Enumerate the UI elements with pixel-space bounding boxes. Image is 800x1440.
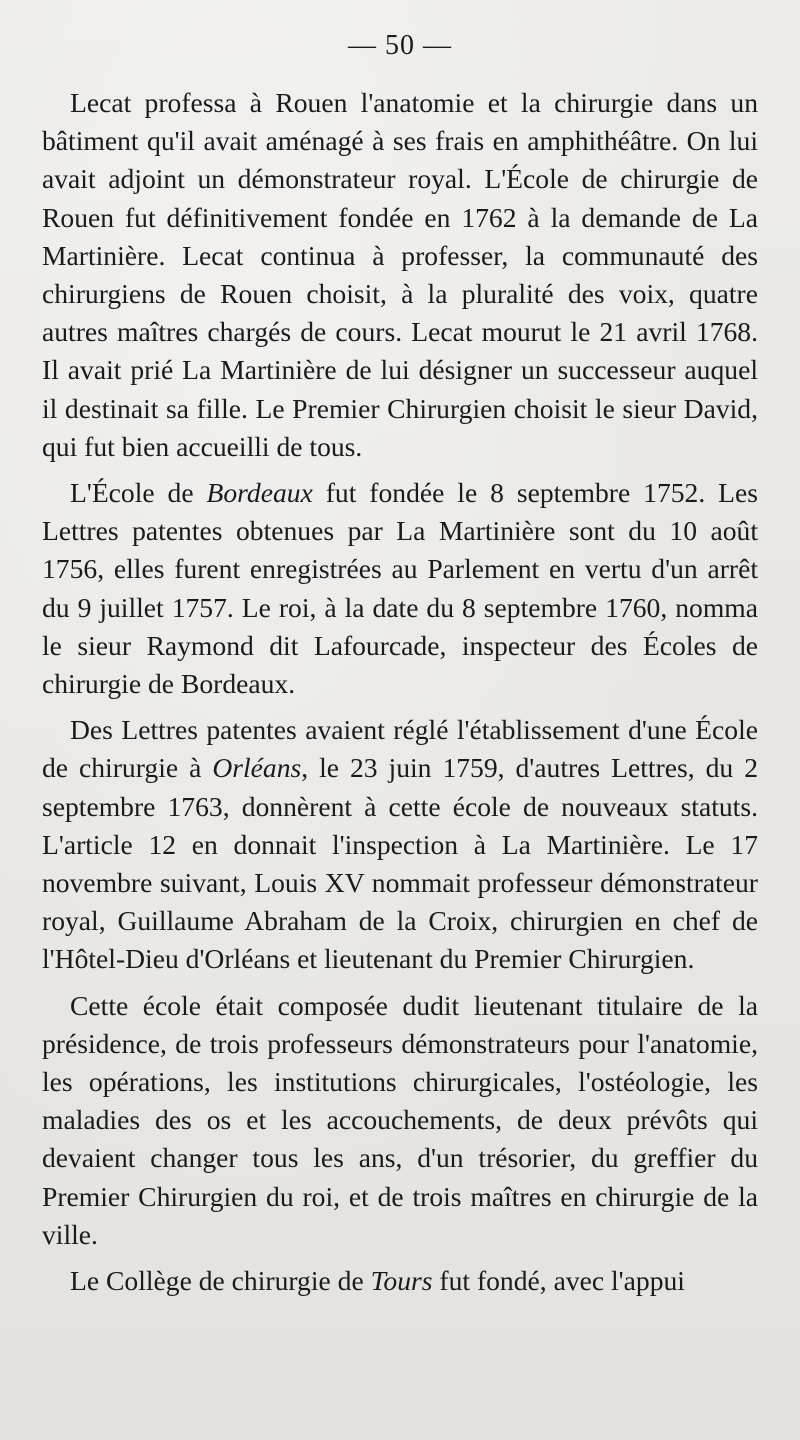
paragraph-bordeaux [42,474,758,703]
place-name-tours: Tours [370,1265,433,1297]
body-text [42,84,758,1300]
paragraph-text: fut fondée le 8 septembre 1752. Les Lettres patentes obtenues par La Martinière sont du 10 août 1756, elles furent enregistrées au Parlement en vertu d'un arrêt du 9 juillet 1757. Le roi, à la date du 8 septembre 1760, nomma le sieur Raymond dit Lafourcade, inspecteur des Écoles de chirurgie de Bordeaux. [42,477,759,700]
paragraph-text: L'École de [70,477,207,509]
paragraph-text: Cette école était composée dudit lieutenant titulaire de la présidence, de trois professeurs démonstrateurs pour l'anatomie, les opérations, les institutions chirurgicales, l'ostéologie, les maladies des os et les accouchements, de deux prévôts qui devaient changer tous les ans, d'un trésorier, du greffier du Premier Chirurgien du roi, et de trois maîtres en chirurgie de la ville. [42,989,758,1250]
paragraph-text: Le Collège de chirurgie de [70,1265,371,1297]
paragraph-rouen [42,84,758,466]
place-name-orleans: Orléans [212,752,302,784]
paragraph-text: Des Lettres patentes avaient réglé l'établissement d'une École de chirurgie à [42,714,758,784]
place-name-bordeaux: Bordeaux [206,477,313,509]
page-number: — 50 — [348,30,452,61]
paragraph-text: fut fondé, avec l'appui [432,1265,685,1297]
paragraph-tours [42,1262,758,1300]
paragraph-text: , le 23 juin 1759, d'autres Lettres, du 2 septembre 1763, donnèrent à cette école de nouveaux statuts. L'article 12 en donnait l'inspection à La Martinière. Le 17 novembre suivant, Louis XV nommait professeur démonstrateur royal, Guillaume Abraham de la Croix, chirurgien en chef de l'Hôtel-Dieu d'Orléans et lieutenant du Premier Chirurgien. [42,752,758,975]
paragraph-composition [42,987,758,1254]
paragraph-orleans [42,711,758,978]
paragraph-text: Lecat professa à Rouen l'anatomie et la chirurgie dans un bâtiment qu'il avait aménagé à ses frais en amphithéâtre. On lui avait adjoint un démonstrateur royal. L'École de chirurgie de Rouen fut définitivement fondée en 1762 à la demande de La Martinière. Lecat continua à professer, la communauté des chirurgiens de Rouen choisit, à la pluralité des voix, quatre autres maîtres chargés de cours. Lecat mourut le 21 avril 1768. Il avait prié La Martinière de lui désigner un successeur auquel il destinait sa fille. Le Premier Chirurgien choisit le sieur David, qui fut bien accueilli de tous. [42,87,758,462]
